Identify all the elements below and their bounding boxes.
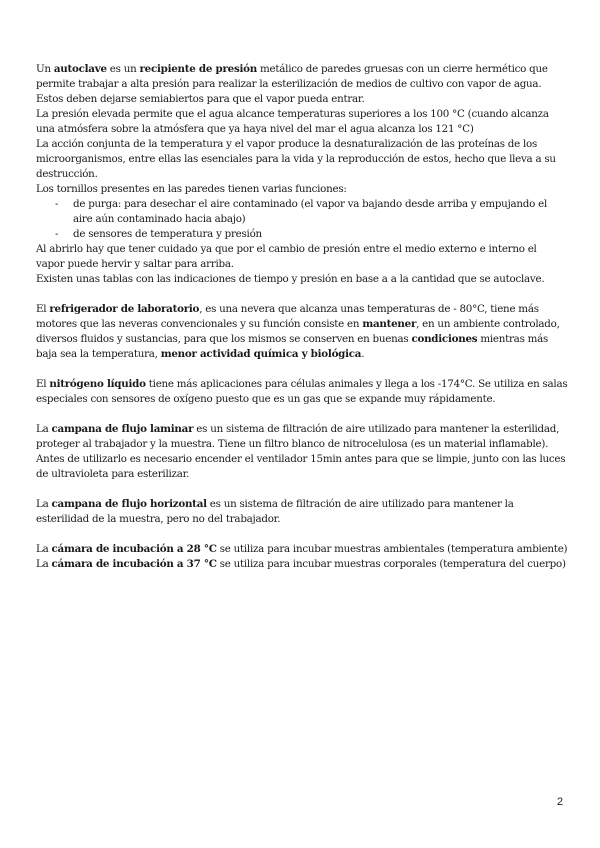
text-run: metálico de paredes gruesas con un cierre hermético que permite trabajar a alta presión para realizar la esterilización de medios de cultivo con vapor de agua. Estos deben dejarse semiabiertos para que el vapor pueda entrar. [36, 63, 548, 105]
paragraph-refrigerador [36, 302, 568, 362]
text-run: La [36, 543, 52, 555]
term-camara-37: cámara de incubación a 37 °C [51, 558, 217, 570]
paragraph-campana-laminar [36, 422, 568, 482]
term-autoclave: autoclave [53, 63, 107, 75]
paragraph-tornillos-intro: Los tornillos presentes en las paredes tienen varias funciones: [36, 183, 347, 195]
paragraph-autoclave [36, 62, 568, 107]
text-run: . [361, 348, 365, 360]
paragraph-campana-horizontal [36, 497, 568, 527]
spacer [36, 407, 568, 422]
tornillos-list [36, 197, 568, 242]
term-condiciones: condiciones [411, 333, 478, 345]
document-body [36, 62, 568, 572]
text-run: es un sistema de filtración de aire utilizado para mantener la esterilidad de la muestra, pero no del trabajador. [36, 498, 514, 525]
text-run: se utiliza para incubar muestras corporales (temperatura del cuerpo) [216, 558, 566, 570]
text-run: La [36, 558, 52, 570]
page-number: 2 [556, 796, 563, 808]
spacer [36, 527, 568, 542]
list-item: - de purga: para desechar el aire contaminado (el vapor va bajando desde arriba y empujando el aire aún contaminado hacia abajo) [55, 197, 568, 227]
paragraph-camara-28 [36, 542, 568, 557]
paragraph-nitrogeno [36, 377, 568, 407]
text-run: La [36, 423, 52, 435]
text-run: , es una nevera que alcanza unas temperaturas de - 80°C, tiene más motores que las neveras convencionales y su función consiste en [36, 303, 539, 330]
term-recipiente-presion: recipiente de presión [139, 63, 258, 75]
paragraph-accion: La acción conjunta de la temperatura y el vapor produce la desnaturalización de las proteínas de los microorganismos, entre ellas las esenciales para la vida y la reproducción de estos, hecho que lleva a su destrucción. [36, 138, 556, 180]
text-run: , en un ambiente controlado, diversos fluidos y sustancias, para que los mismos se conserven en buenas [36, 318, 560, 345]
paragraph-presion: La presión elevada permite que el agua alcance temperaturas superiores a los 100 °C (cuando alcanza una atmósfera sobre la atmósfera que ya haya nivel del mar el agua alcanza los 121 °C) [36, 108, 549, 135]
term-refrigerador: refrigerador de laboratorio [49, 303, 200, 315]
text-run: La [36, 498, 52, 510]
term-nitrogeno-liquido: nitrógeno líquido [49, 378, 146, 390]
paragraph-tablas: Existen unas tablas con las indicaciones de tiempo y presión en base a a la cantidad que se autoclave. [36, 273, 545, 285]
term-campana-horizontal: campana de flujo horizontal [51, 498, 207, 510]
text-run: es un [106, 63, 140, 75]
text-run: se utiliza para incubar muestras ambientales (temperatura ambiente) [216, 543, 568, 555]
spacer [36, 362, 568, 377]
text-run: Un [36, 63, 54, 75]
text-run: tiene más aplicaciones para células animales y llega a los -174°C. Se utiliza en salas especiales con sensores de oxígeno puesto que es un gas que se expande muy rápidamente. [36, 378, 568, 405]
text-run: es un sistema de filtración de aire utilizado para mantener la esterilidad, proteger al trabajador y la muestra. Tiene un filtro blanco de nitrocelulosa (es un material inflamable). Antes de utilizarlo es necesario encender el ventilador 15min antes para que se limpie, junto con las luces de ultravioleta para esterilizar. [36, 423, 566, 480]
term-menor-actividad: menor actividad química y biológica [160, 348, 362, 360]
paragraph-abrirlo: Al abrirlo hay que tener cuidado ya que por el cambio de presión entre el medio externo e interno el vapor puede hervir y saltar para arriba. [36, 243, 537, 270]
text-run: El [36, 378, 50, 390]
list-item: - de sensores de temperatura y presión [55, 227, 568, 242]
paragraph-camara-37 [36, 557, 568, 572]
term-camara-28: cámara de incubación a 28 °C [51, 543, 217, 555]
term-campana-laminar: campana de flujo laminar [51, 423, 194, 435]
spacer [36, 287, 568, 302]
term-mantener: mantener [362, 318, 417, 330]
text-run: mientras más baja sea la temperatura, [36, 333, 549, 360]
spacer [36, 482, 568, 497]
text-run: El [36, 303, 50, 315]
